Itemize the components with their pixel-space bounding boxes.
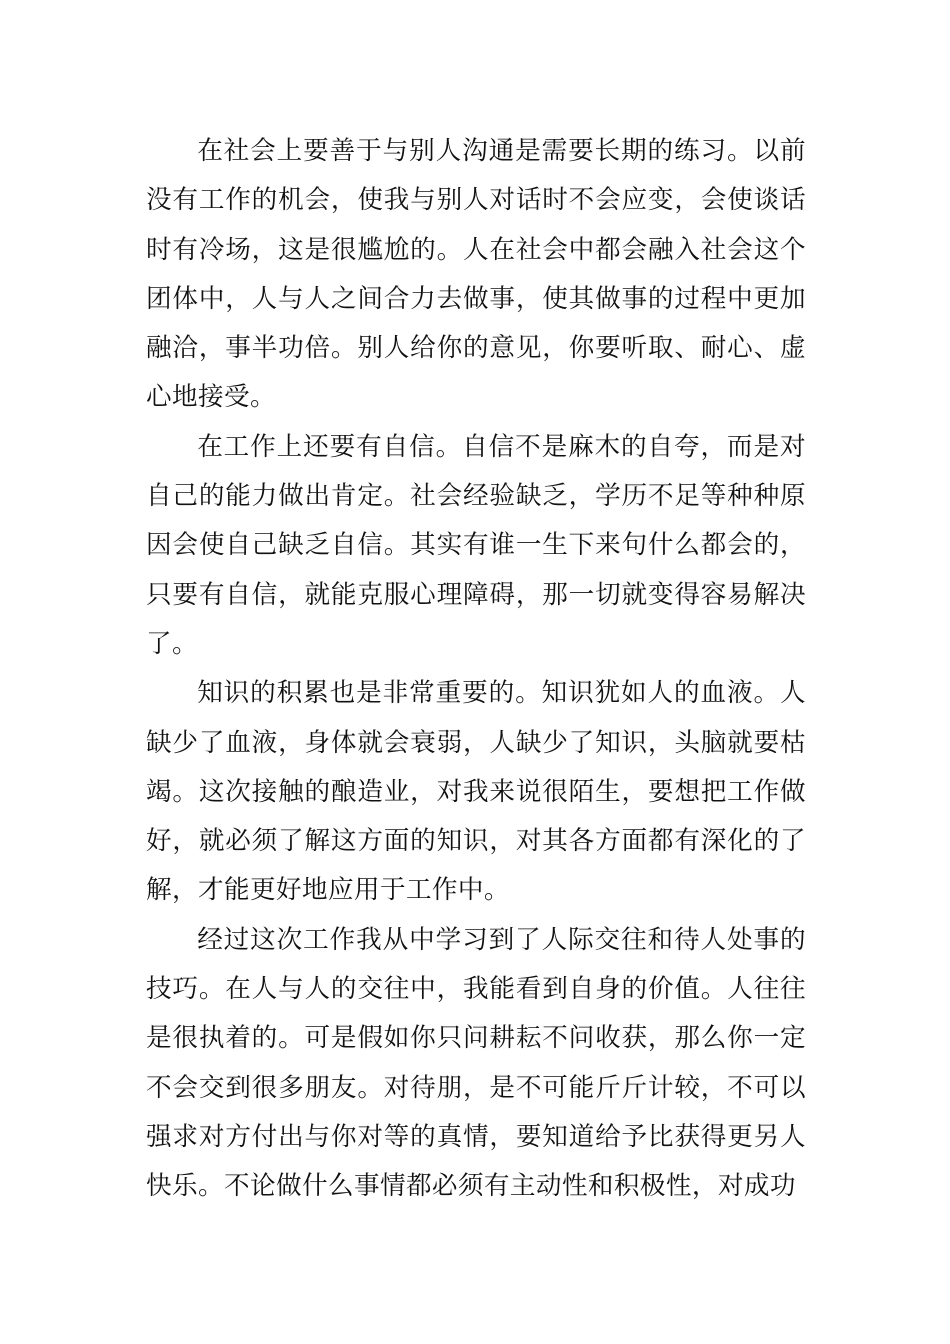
document-body [146, 127, 806, 1212]
paragraph-confidence: 在工作上还要有自信。自信不是麻木的自夸，而是对自己的能力做出肯定。社会经验缺乏，学历不足等种种原因会使自己缺乏自信。其实有谁一生下来句什么都会的，只要有自信，就能克服心理障碍，那一切就变得容易解决了。 [146, 431, 806, 659]
paragraph-knowledge: 知识的积累也是非常重要的。知识犹如人的血液。人缺少了血液，身体就会衰弱，人缺少了知识，头脑就要枯竭。这次接触的酿造业，对我来说很陌生，要想把工作做好，就必须了解这方面的知识，对其各方面都有深化的了解，才能更好地应用于工作中。 [146, 678, 806, 906]
paragraph-communication: 在社会上要善于与别人沟通是需要长期的练习。以前没有工作的机会，使我与别人对话时不会应变，会使谈话时有冷场，这是很尴尬的。人在社会中都会融入社会这个团体中，人与人之间合力去做事，使其做事的过程中更加融洽，事半功倍。别人给你的意见，你要听取、耐心、虚心地接受。 [146, 136, 806, 413]
paragraph-interpersonal-skills: 经过这次工作我从中学习到了人际交往和待人处事的技巧。在人与人的交往中，我能看到自身的价值。人往往是很执着的。可是假如你只问耕耘不问收获，那么你一定不会交到很多朋友。对待朋，是不可能斤斤计较，不可以强求对方付出与你对等的真情，要知道给予比获得更另人快乐。不论做什么事情都必须有主动性和积极性，对成功 [146, 924, 806, 1202]
